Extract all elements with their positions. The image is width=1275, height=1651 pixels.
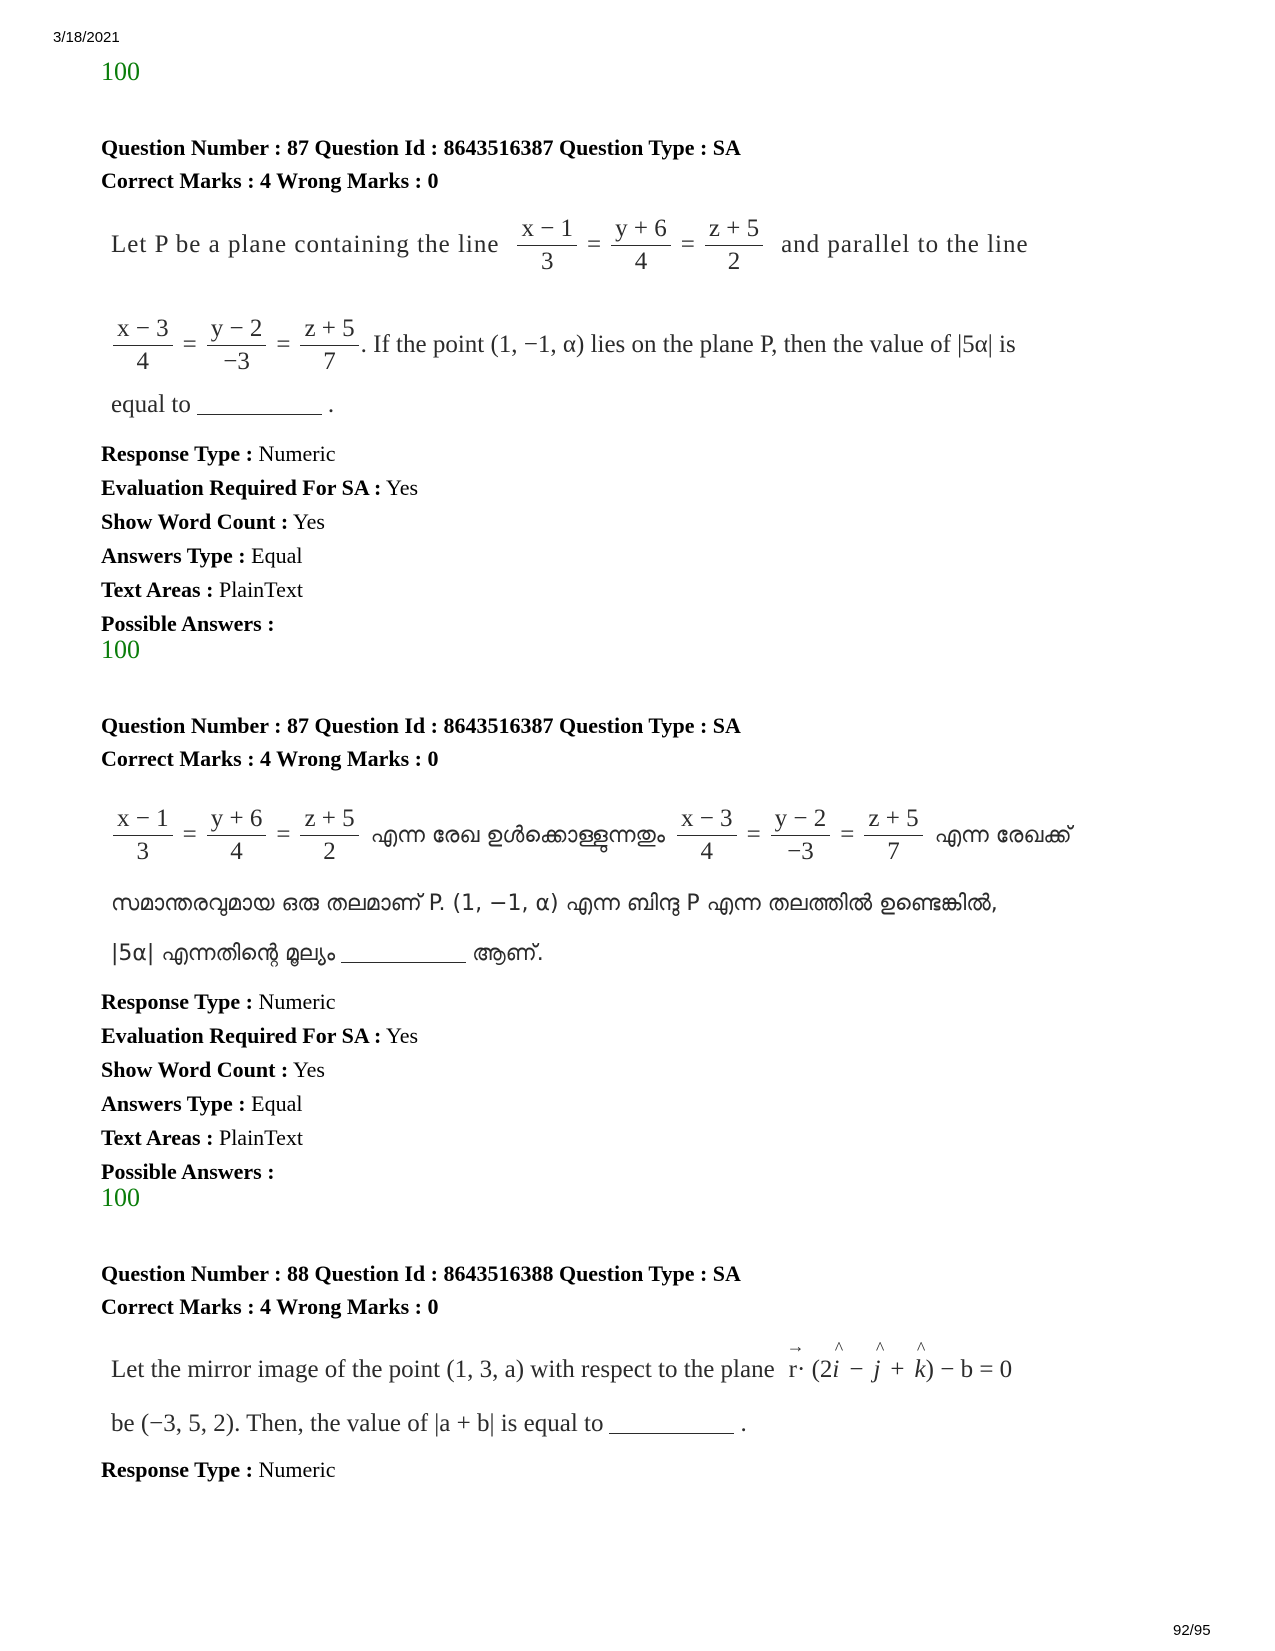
response-type-row: Response Type : Numeric [101, 441, 336, 466]
unit-vector-j: ^ j [873, 1356, 880, 1384]
response-type-row: Response Type : Numeric [101, 1457, 336, 1482]
text-areas-row: Text Areas : PlainText [101, 577, 303, 602]
fraction: $\frac{y - 2}{-3}$ [771, 805, 831, 866]
question-88-header [101, 1257, 741, 1323]
question-text: and parallel to the line [781, 231, 1029, 258]
question-87-ml-metadata [101, 985, 418, 1189]
question-text: be (−3, 5, 2). Then, the value of |a + b| is equal to [111, 1410, 604, 1437]
question-text: Let the mirror image of the point (1, 3, a) with respect to the plane [111, 1356, 775, 1383]
answer-blank [341, 944, 466, 963]
question-88-image [101, 1340, 1191, 1450]
text-areas-row: Text Areas : PlainText [101, 1125, 303, 1150]
question-87-malayalam-image [101, 795, 1191, 980]
word-count-row: Show Word Count : Yes [101, 1057, 325, 1082]
word-count-row: Show Word Count : Yes [101, 509, 325, 534]
vector-r: → r [789, 1356, 797, 1384]
answers-type-row: Answers Type : Equal [101, 1091, 303, 1116]
print-date: 3/18/2021 [53, 29, 120, 46]
fraction: $\frac{x - 3}{4}$ [677, 805, 737, 866]
question-text-line-3 [111, 935, 544, 971]
question-text: ആണ്. [472, 940, 544, 966]
question-info-line: Question Number : 88 Question Id : 8643516388 Question Type : SA [101, 1261, 741, 1286]
question-text: equal to [111, 391, 191, 418]
fraction: $\frac{y + 6}{4}$ [207, 805, 267, 866]
question-88-metadata [101, 1453, 335, 1487]
question-info-line: Question Number : 87 Question Id : 8643516387 Question Type : SA [101, 135, 741, 160]
question-text: എന്ന രേഖക്ക് [934, 822, 1072, 848]
question-87-header [101, 131, 741, 197]
question-text: |5α| എന്നതിന്റെ മൂല്യം [111, 940, 336, 966]
question-87-ml-header [101, 709, 741, 775]
unit-vector-k: ^ k [915, 1356, 926, 1384]
question-text-line-1: $\frac{x - 1}{3}$ = $\frac{y + 6}{4}$ = $\frac{z + 5}{2}$ എന്ന രേഖ ഉൾക്കൊള്ളുന്നതും $\frac{x - 3}{4}$ = $\frac{y - 2}{-3}$ = $\frac{z + 5}{7}$ എന്ന രേഖക്ക് [111, 795, 1072, 875]
possible-answer: 100 [101, 635, 140, 664]
fraction: $\frac{y + 6}{4}$ [611, 215, 671, 276]
fraction: $\frac{x - 1}{3}$ [517, 215, 577, 276]
fraction: $\frac{z + 5}{2}$ [300, 805, 358, 866]
marks-line: Correct Marks : 4 Wrong Marks : 0 [101, 1294, 439, 1319]
evaluation-row: Evaluation Required For SA : Yes [101, 1023, 419, 1048]
fraction: $\frac{z + 5}{7}$ [300, 315, 358, 376]
question-text-line-2: സമാന്തരവുമായ ഒരു തലമാണ് P. (1, −1, α) എന്ന ബിന്ദു P എന്ന തലത്തിൽ ഉണ്ടെങ്കിൽ, [111, 890, 998, 916]
question-text-line-1: Let P be a plane containing the line $\frac{x - 1}{3}$ = $\frac{y + 6}{4}$ = $\frac{z + 5}{2}$ and parallel to the line [111, 214, 1029, 275]
possible-answers-row: Possible Answers : [101, 611, 275, 636]
possible-answer: 100 [101, 1183, 140, 1212]
fraction: $\frac{x - 3}{4}$ [113, 315, 173, 376]
fraction: $\frac{y - 2}{-3}$ [207, 315, 267, 376]
answer-blank [609, 1415, 734, 1434]
unit-vector-i: ^ i [832, 1356, 839, 1384]
question-text-line-3: equal to . [111, 391, 335, 418]
marks-line: Correct Marks : 4 Wrong Marks : 0 [101, 746, 439, 771]
answers-type-row: Answers Type : Equal [101, 543, 303, 568]
previous-possible-answer: 100 [101, 57, 140, 86]
question-text-line-1: Let the mirror image of the point (1, 3, a) with respect to the plane → r · (2 ^ i − ^ j + ^ k ) − b = 0 [111, 1340, 1012, 1400]
question-text-line-2: be (−3, 5, 2). Then, the value of |a + b| is equal to . [111, 1410, 747, 1437]
response-type-row: Response Type : Numeric [101, 989, 336, 1014]
question-87-metadata [101, 437, 418, 641]
question-text: . If the point (1, −1, α) lies on the plane P, then the value of |5α| is [360, 331, 1016, 358]
question-text: Let P be a plane containing the line [111, 231, 500, 258]
fraction: $\frac{z + 5}{7}$ [864, 805, 922, 866]
answer-blank [197, 396, 322, 415]
possible-answers-row: Possible Answers : [101, 1159, 275, 1184]
page-number: 92/95 [1173, 1622, 1211, 1639]
fraction: $\frac{z + 5}{2}$ [705, 215, 763, 276]
question-87-english-image [101, 205, 1191, 425]
fraction: $\frac{x - 1}{3}$ [113, 805, 173, 866]
evaluation-row: Evaluation Required For SA : Yes [101, 475, 419, 500]
marks-line: Correct Marks : 4 Wrong Marks : 0 [101, 168, 439, 193]
question-text: എന്ന രേഖ ഉൾക്കൊള്ളുന്നതും [370, 822, 665, 848]
question-info-line: Question Number : 87 Question Id : 8643516387 Question Type : SA [101, 713, 741, 738]
question-text-line-2: $\frac{x - 3}{4}$ = $\frac{y - 2}{-3}$ = $\frac{z + 5}{7}$ . If the point (1, −1, α) lies on the plane P, then the value of |5α| is [111, 305, 1016, 385]
